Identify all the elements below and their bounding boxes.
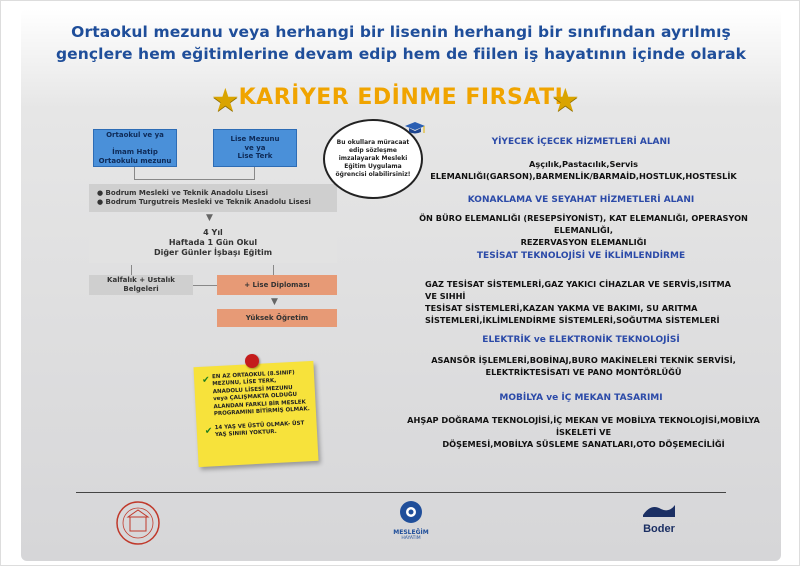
headline-line-1: Ortaokul mezunu veya herhangi bir lisenin herhangi bir sınıfından ayrılmış	[71, 23, 731, 41]
meslegim-logo	[381, 499, 441, 541]
flow-box-schools	[89, 184, 337, 212]
connector	[131, 265, 132, 275]
flyer	[21, 9, 781, 561]
arrow-down-icon: ▼	[206, 213, 213, 223]
section-title-food: YİYECEK İÇECEK HİZMETLERİ ALANI	[491, 137, 671, 147]
boder-logo	[629, 501, 689, 535]
flow-box-high-school: Lise Mezunu ve ya Lise Terk	[213, 129, 297, 167]
section-text-electric: ASANSÖR İŞLEMLERİ,BOBİNAJ,BURO MAKİNELERİ TEKNİK SERVİSİ, ELEKTRİKTESİSATI VE PANO MONTÖRLÜĞÜ	[431, 355, 736, 377]
section-title-electric: ELEKTRİK ve ELEKTRONİK TEKNOLOJİSİ	[482, 335, 680, 345]
schedule-years: 4 Yıl	[203, 228, 223, 237]
meslegim-sub: HAYATIM	[401, 536, 421, 541]
school-2: Bodrum Turgutreis Mesleki ve Teknik Anadolu Lisesi	[105, 198, 311, 206]
arrow-down-icon: ▼	[271, 297, 278, 307]
section-text-installation: GAZ TESİSAT SİSTEMLERİ,GAZ YAKICI CİHAZLAR VE SERVİS,ISITMA VE SIHHİ TESİSAT SİSTEMLERİ,KAZAN YAKMA VE BAKIMI, SU ARITMA SİSTEMLERİ,İKLİMLENDİRME SİSTEMLERİ,SOĞUTMA SİSTEMLERİ	[425, 279, 731, 325]
meslegim-name: MESLEĞİM	[393, 529, 429, 536]
section-text-hospitality: ÖN BÜRO ELEMANLIĞI (RESEPSİYONİST), KAT ELEMANLIĞI, OPERASYON ELEMANLIĞI, REZERVASYON ELEMANLIĞI	[419, 213, 748, 247]
section-title-installation: TESİSAT TEKNOLOJİSİ VE İKLİMLENDİRME	[476, 251, 686, 261]
check-icon: ✔	[204, 425, 213, 437]
bullet-icon: ●	[97, 189, 106, 198]
school-1: Bodrum Mesleki ve Teknik Anadolu Lisesi	[105, 189, 268, 198]
pushpin-icon	[245, 354, 259, 368]
section-text-furniture: AHŞAP DOĞRAMA TEKNOLOJİSİ,İÇ MEKAN VE MOBİLYA TEKNOLOJİSİ,MOBİLYA İSKELETİ VE DÖŞEMESİ,MOBİLYA SÜSLEME SANATLARI,OTO DÖŞEMECİLİĞİ	[407, 415, 760, 449]
flow-box-higher-education: Yüksek Öğretim	[217, 309, 337, 327]
connector	[134, 179, 255, 180]
star-icon: ★	[211, 81, 240, 119]
graduation-cap-icon	[404, 121, 426, 137]
schedule-line-2: Diğer Günler İşbaşı Eğitim	[153, 248, 273, 257]
ministry-logo-icon	[114, 499, 162, 547]
boder-name: Boder	[643, 523, 675, 535]
sticky-note	[193, 361, 318, 467]
wave-icon	[641, 501, 677, 519]
section-title-furniture: MOBİLYA ve İÇ MEKAN TASARIMI	[499, 393, 663, 403]
section-title-hospitality: KONAKLAMA VE SEYAHAT HİZMETLERİ ALANI	[467, 195, 695, 205]
footer-divider	[76, 492, 726, 493]
flow-box-schedule	[89, 223, 337, 263]
flow-box-middle-school: Ortaokul ve ya İmam Hatip Ortaokulu mezunu	[93, 129, 177, 167]
flow-box-diploma: + Lise Diploması	[217, 275, 337, 295]
section-text-food: Aşçılık,Pastacılık,Servis ELEMANLIĞI(GARSON),BARMENLİK/BARMAİD,HOSTLUK,HOSTESLİK	[430, 159, 737, 181]
subtitle: KARİYER EDİNME FIRSATI	[238, 85, 564, 110]
check-icon: ✔	[201, 375, 210, 386]
bullet-icon: ●	[97, 198, 106, 206]
gear-icon	[398, 499, 424, 525]
connector	[273, 265, 274, 275]
connector	[193, 285, 217, 286]
schedule-line-1: Haftada 1 Gün Okul	[168, 238, 258, 247]
connector	[254, 167, 255, 179]
headline-line-2: gençlere hem eğitimlerine devam edip hem de fiilen iş hayatının içinde olarak	[55, 45, 747, 63]
speech-bubble: Bu okullara müracaat edip sözleşme imzalayarak Mesleki Eğitim Uygulama öğrencisi olabilirsiniz!	[323, 119, 423, 199]
requirement-1: EN AZ ORTAOKUL (8.SINIF) MEZUNU, LİSE TERK, ANADOLU LİSESİ MEZUNU veya ÇALIŞMAKTA OLDUĞU ALANDAN FARKLI BİR MESLEK PROGRAMINI BİTİRMİŞ OLMAK.	[211, 369, 310, 418]
connector	[134, 167, 135, 179]
requirement-2: 14 YAŞ VE ÜSTÜ OLMAK- ÜST YAŞ SINIRI YOKTUR.	[214, 420, 305, 439]
flow-box-mastery: Kalfalık + Ustalık Belgeleri	[89, 275, 193, 295]
star-icon: ★	[551, 81, 580, 119]
